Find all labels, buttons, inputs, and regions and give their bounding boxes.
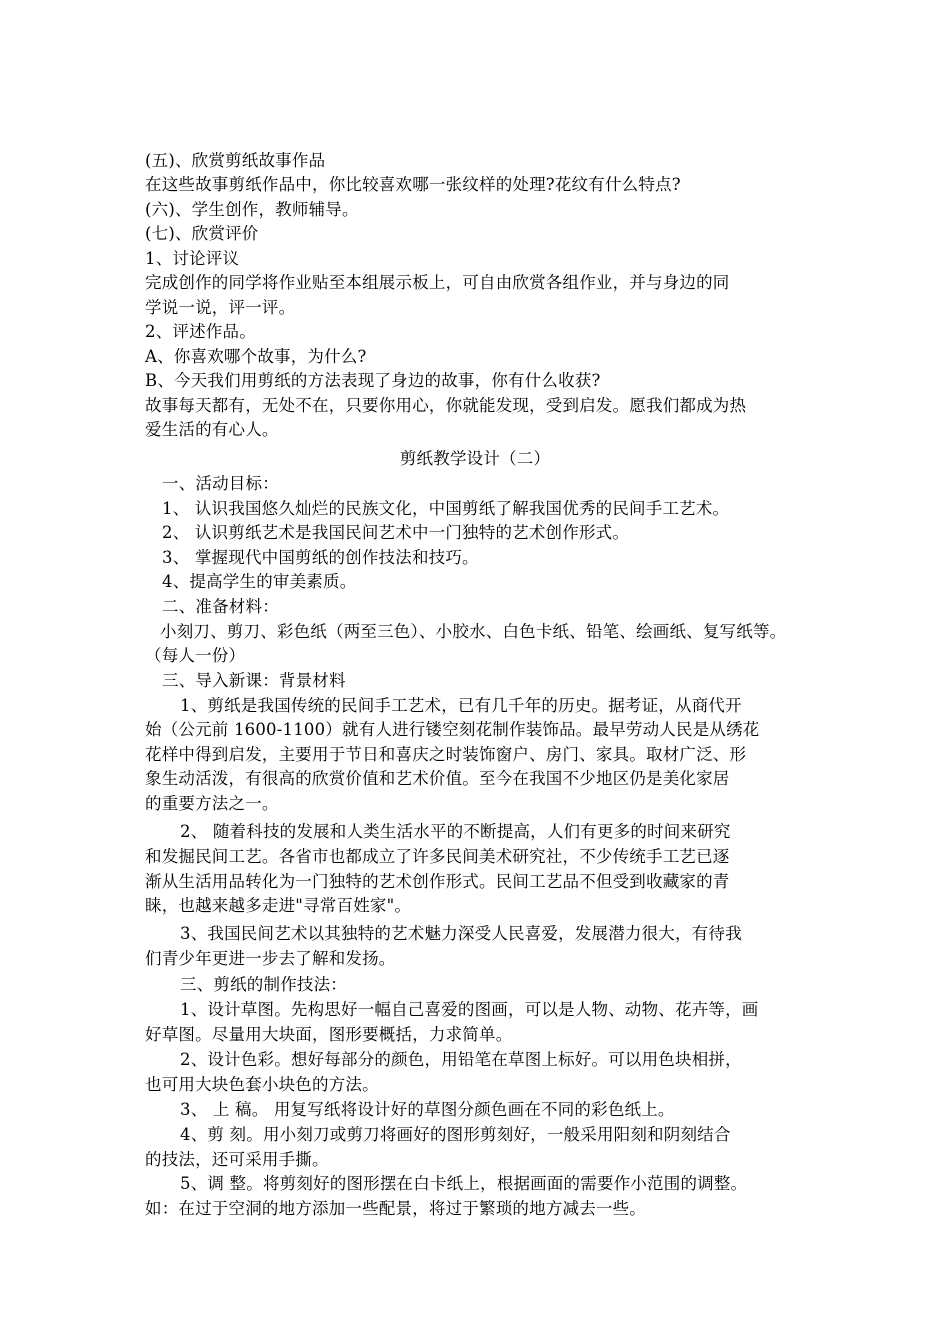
list-item: 3、 掌握现代中国剪纸的创作技法和技巧。	[162, 548, 479, 567]
section-heading: 二、准备材料：	[162, 597, 279, 616]
text-line: 5、调 整。将剪刻好的图形摆在白卡纸上，根据画面的需要作小范围的调整。	[180, 1174, 748, 1193]
text-line: 爱生活的有心人。	[145, 420, 279, 439]
text-line: 4、剪 刻。用小刻刀或剪刀将画好的图形剪刻好，一般采用阳刻和阴刻结合	[180, 1125, 731, 1144]
text-line: 的重要方法之一。	[145, 794, 279, 813]
text-line: 象生动活泼，有很高的欣赏价值和艺术价值。至今在我国不少地区仍是美化家居	[145, 769, 730, 788]
list-item: 2、 认识剪纸艺术是我国民间艺术中一门独特的艺术创作形式。	[162, 523, 630, 542]
text-line: 3、我国民间艺术以其独特的艺术魅力深受人民喜爱，发展潜力很大，有待我	[180, 924, 742, 943]
text-line: 小刻刀、剪刀、彩色纸（两至三色）、小胶水、白色卡纸、铅笔、绘画纸、复写纸等。	[160, 622, 787, 641]
list-item: 4、提高学生的审美素质。	[162, 572, 357, 591]
text-line: （每人一份）	[145, 646, 246, 665]
section-heading: 三、剪纸的制作技法：	[180, 975, 347, 994]
text-line: 在这些故事剪纸作品中，你比较喜欢哪一张纹样的处理?花纹有什么特点?	[145, 175, 681, 194]
section-heading: (六)、学生创作，教师辅导。	[145, 200, 359, 219]
text-line: B、今天我们用剪纸的方法表现了身边的故事，你有什么收获?	[145, 371, 601, 390]
text-line: 2、评述作品。	[145, 322, 256, 341]
section-heading: (七)、欣赏评价	[145, 224, 259, 243]
text-line: 1、设计草图。先构思好一幅自己喜爱的图画，可以是人物、动物、花卉等，画	[180, 1000, 759, 1019]
text-line: 2、设计色彩。想好每部分的颜色，用铅笔在草图上标好。可以用色块相拼，	[180, 1050, 742, 1069]
text-line: A、你喜欢哪个故事，为什么?	[145, 347, 367, 366]
text-line: 1、剪纸是我国传统的民间手工艺术，已有几千年的历史。据考证，从商代开	[180, 696, 742, 715]
text-line: 完成创作的同学将作业贴至本组展示板上，可自由欣赏各组作业，并与身边的同	[145, 273, 730, 292]
section-heading: 一、活动目标：	[162, 474, 279, 493]
text-line: 和发掘民间工艺。各省市也都成立了许多民间美术研究社，不少传统手工艺已逐	[145, 847, 730, 866]
text-line: 们青少年更进一步去了解和发扬。	[145, 949, 396, 968]
text-line: 好草图。尽量用大块面，图形要概括，力求简单。	[145, 1025, 513, 1044]
text-line: 如：在过于空洞的地方添加一些配景，将过于繁琐的地方减去一些。	[145, 1199, 646, 1218]
text-line: 2、 随着科技的发展和人类生活水平的不断提高，人们有更多的时间来研究	[180, 822, 731, 841]
text-line: 3、 上 稿。 用复写纸将设计好的草图分颜色画在不同的彩色纸上。	[180, 1100, 675, 1119]
text-line: 故事每天都有，无处不在，只要你用心，你就能发现，受到启发。愿我们都成为热	[145, 396, 747, 415]
text-line: 始（公元前 1600-1100）就有人进行镂空刻花制作装饰品。最早劳动人民是从绣花	[145, 720, 760, 739]
text-line: 睐，也越来越多走进"寻常百姓家"。	[145, 896, 412, 915]
text-line: 渐从生活用品转化为一门独特的艺术创作形式。民间工艺品不但受到收藏家的青	[145, 872, 730, 891]
document-title: 剪纸教学设计（二）	[399, 449, 551, 468]
list-item: 1、 认识我国悠久灿烂的民族文化，中国剪纸了解我国优秀的民间手工艺术。	[162, 499, 730, 518]
text-line: 学说一说，评一评。	[145, 298, 296, 317]
text-line: 的技法，还可采用手撕。	[145, 1150, 329, 1169]
text-line: 花样中得到启发，主要用于节日和喜庆之时装饰窗户、房门、家具。取材广泛、形	[145, 745, 747, 764]
text-line: 也可用大块色套小块色的方法。	[145, 1075, 379, 1094]
text-line: 1、讨论评议	[145, 249, 240, 268]
section-heading: 三、导入新课：背景材料	[162, 671, 346, 690]
section-heading: (五)、欣赏剪纸故事作品	[145, 151, 326, 170]
